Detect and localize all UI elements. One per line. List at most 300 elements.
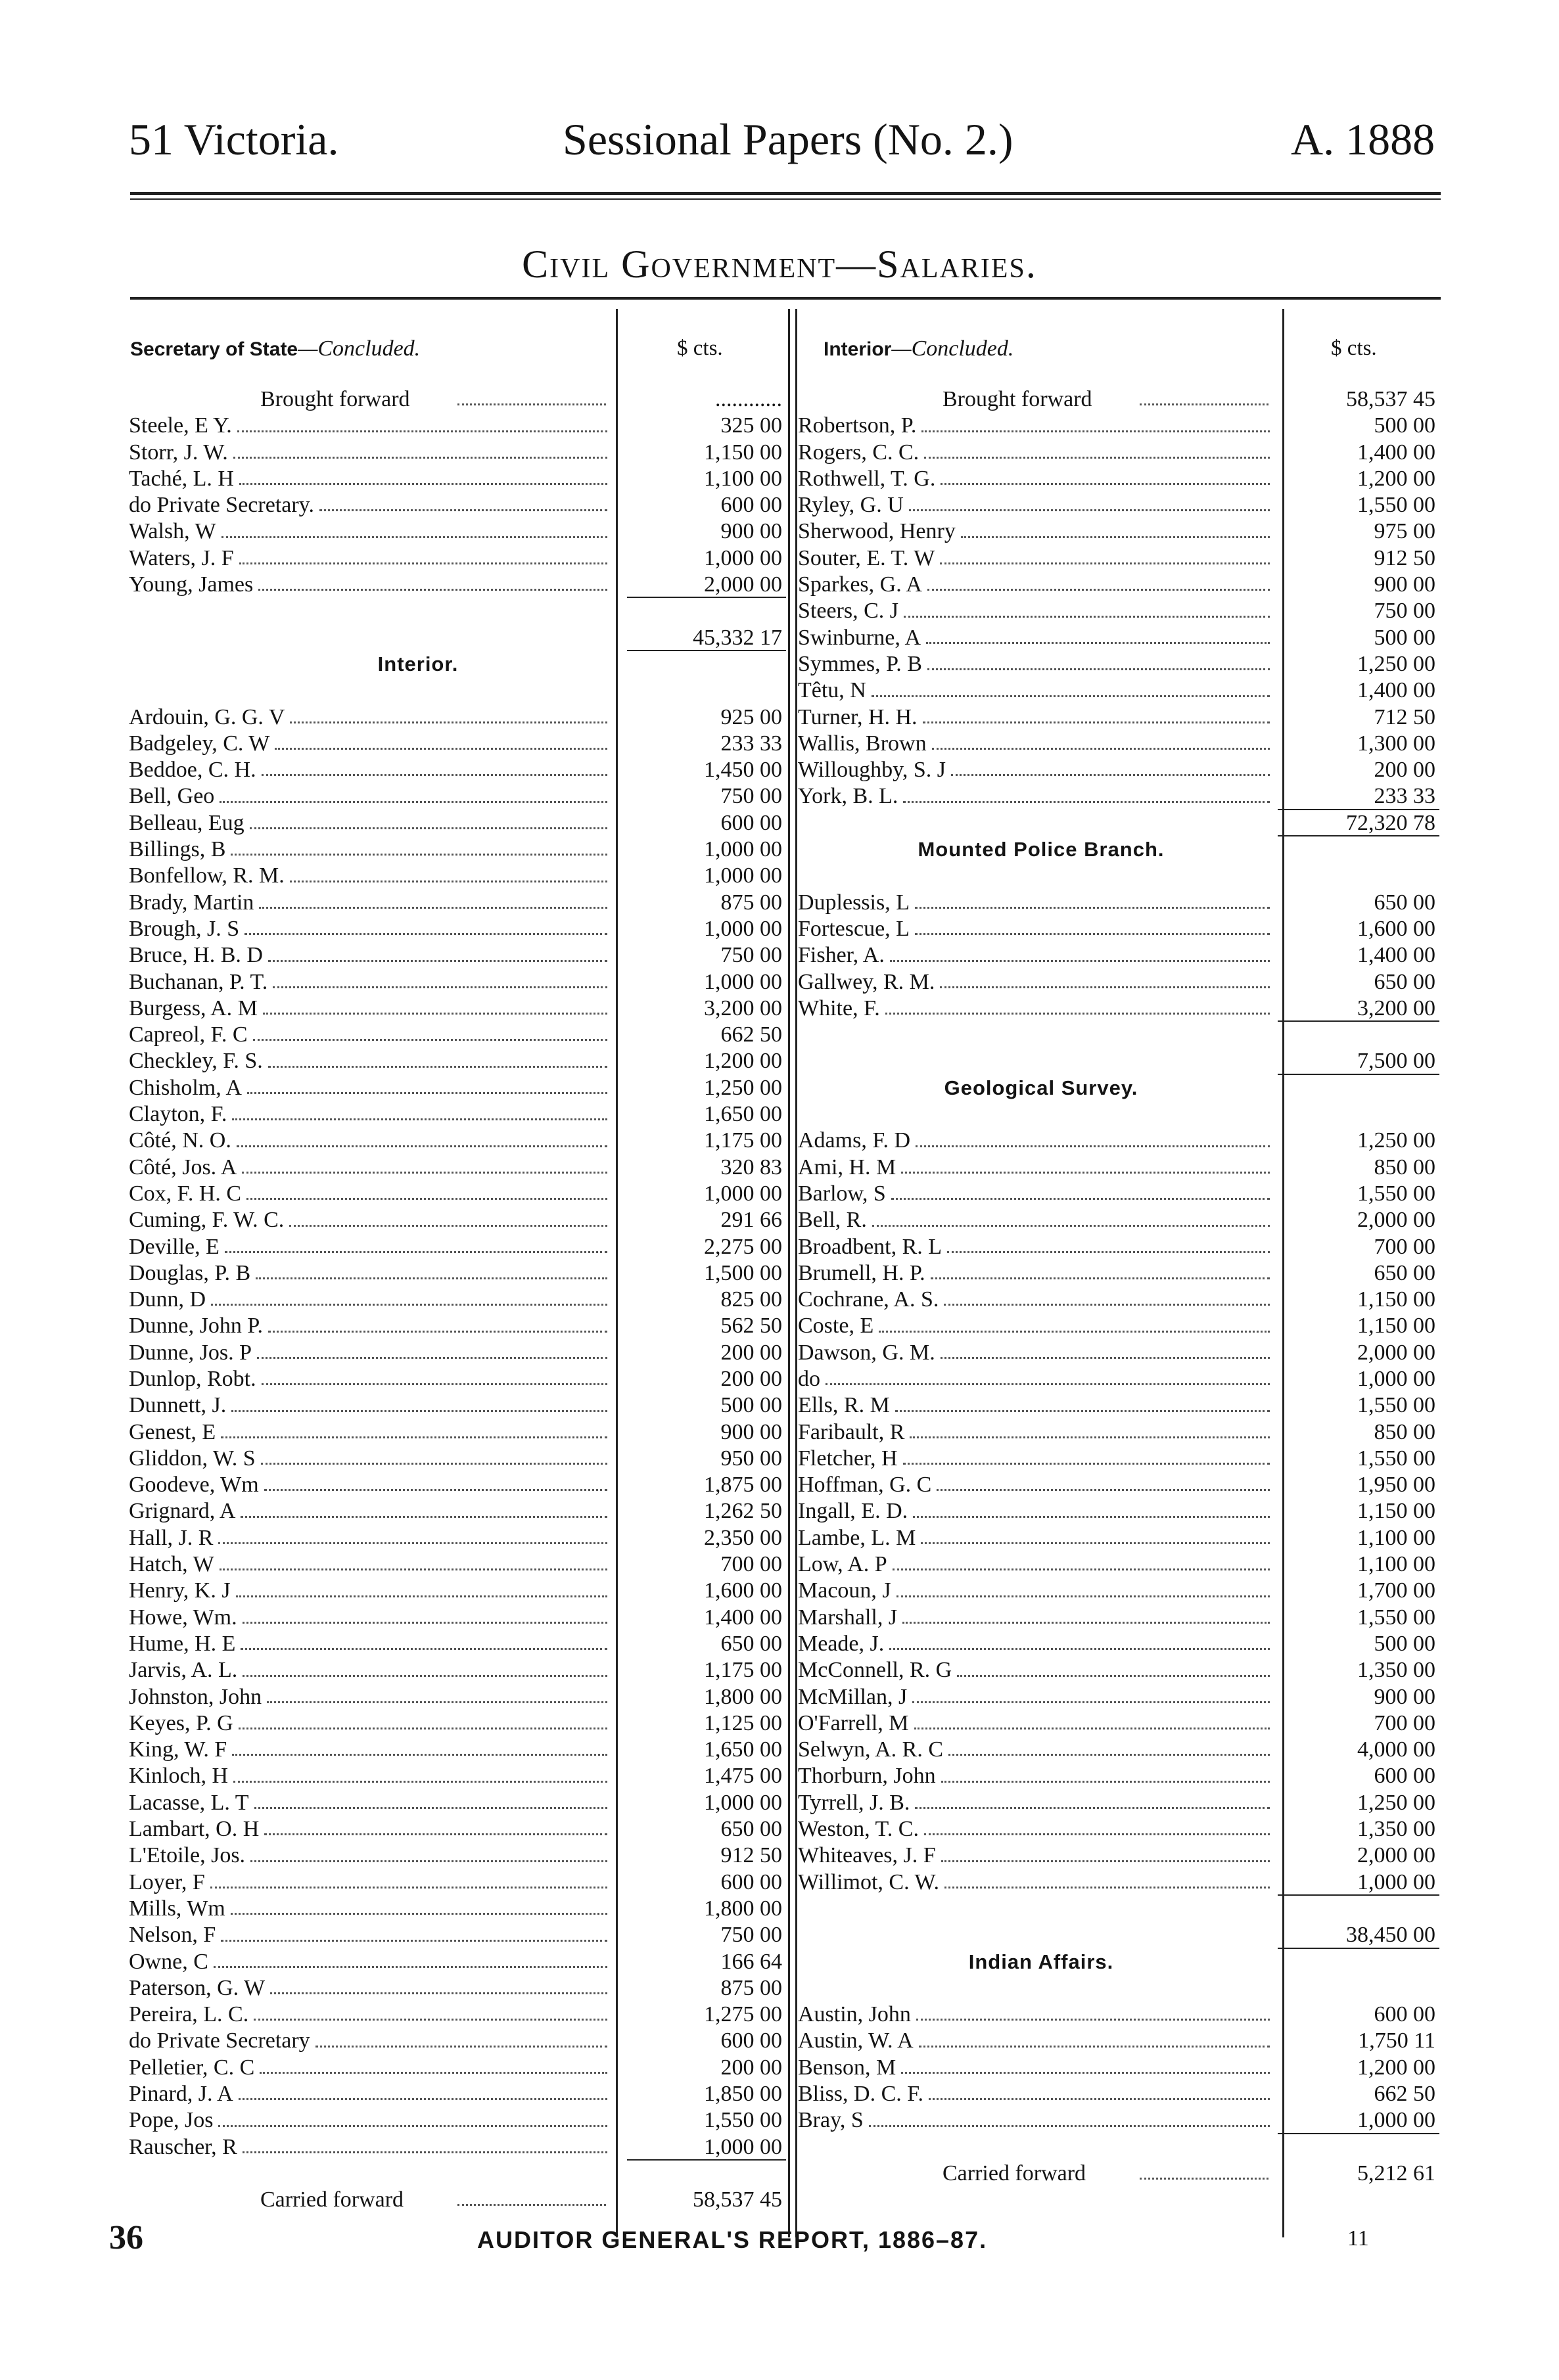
- section-heading: [798, 1075, 1439, 1101]
- table-row: [129, 1446, 789, 1472]
- table-row: [798, 1790, 1439, 1816]
- table-row: [798, 1710, 1439, 1737]
- payee-name: Brumell, H. P.: [798, 1260, 925, 1285]
- payee-name: Dunne, John P.: [129, 1314, 264, 1339]
- payee-name: Douglas, P. B: [129, 1260, 251, 1285]
- amount-cell: 1,550 00: [704, 2108, 782, 2133]
- table-row: [798, 2081, 1439, 2107]
- leader-dots: [253, 1039, 607, 1041]
- table-row: [129, 1340, 789, 1366]
- amount-cell: 1,150 00: [1357, 1287, 1435, 1312]
- payee-name: O'Farrell, M: [798, 1710, 909, 1735]
- table-row: [798, 598, 1439, 624]
- amount-cell: 1,400 00: [1357, 943, 1435, 968]
- payee-name: Gallwey, R. M.: [798, 969, 935, 994]
- table-row: [129, 1022, 789, 1048]
- amount-cell: 1,650 00: [704, 1102, 782, 1127]
- table-row: [129, 1869, 789, 1896]
- amount-cell: 166 64: [720, 1949, 782, 1974]
- payee-name: Loyer, F: [129, 1869, 205, 1894]
- amount-cell: 7,500 00: [1357, 1049, 1435, 1074]
- amount-cell: 200 00: [1374, 758, 1435, 783]
- payee-name: Hall, J. R: [129, 1525, 214, 1550]
- leader-dots: [891, 1198, 1270, 1200]
- leader-dots: [961, 536, 1270, 538]
- sheet-mark: 11: [1347, 2226, 1369, 2251]
- amount-cell: 1,175 00: [704, 1658, 782, 1683]
- forward-label: Brought forward: [942, 387, 1092, 411]
- payee-name: Lambart, O. H: [129, 1817, 260, 1842]
- table-row: [798, 1234, 1439, 1260]
- amount-cell: 1,450 00: [704, 758, 782, 783]
- right-money-header: $ cts.: [1331, 336, 1377, 360]
- table-row: [798, 757, 1439, 783]
- leader-dots: [941, 1860, 1270, 1862]
- table-row: [798, 1155, 1439, 1181]
- amount-cell: 1,275 00: [704, 2002, 782, 2027]
- leader-dots: [947, 1251, 1270, 1253]
- total-row: [798, 1922, 1439, 1948]
- table-row: [129, 1207, 789, 1233]
- left-column-rows: [129, 386, 789, 2213]
- table-row: [798, 518, 1439, 545]
- right-column-rows: [798, 386, 1439, 2187]
- amount-cell: 2,000 00: [704, 572, 782, 597]
- table-row: [798, 704, 1439, 731]
- spacer-row: [798, 2134, 1439, 2161]
- section-title: Interior.: [377, 652, 459, 675]
- payee-name: Dawson, G. M.: [798, 1340, 935, 1365]
- payee-name: Clayton, F.: [129, 1102, 227, 1127]
- payee-name: Fortescue, L: [798, 916, 910, 941]
- leader-dots: [910, 1436, 1270, 1438]
- leader-dots: [250, 1860, 607, 1862]
- table-row: [129, 1048, 789, 1074]
- leader-dots: [220, 1568, 607, 1570]
- leader-dots: [258, 589, 607, 591]
- table-row: [798, 677, 1439, 704]
- table-row: [129, 1181, 789, 1207]
- payee-name: Duplessis, L: [798, 890, 910, 915]
- payee-name: L'Etoile, Jos.: [129, 1843, 246, 1868]
- amount-cell: 850 00: [1374, 1155, 1435, 1179]
- table-row: [129, 1525, 789, 1551]
- payee-name: McMillan, J: [798, 1684, 908, 1709]
- amount-cell: 912 50: [720, 1843, 782, 1868]
- table-row: [129, 2028, 789, 2054]
- section-title: Indian Affairs.: [968, 1950, 1114, 1973]
- leader-dots: [263, 1013, 607, 1015]
- table-row: [129, 1578, 789, 1604]
- table-row: [798, 1260, 1439, 1287]
- payee-name: Wallis, Brown: [798, 731, 927, 756]
- amount-cell: 500 00: [720, 1393, 782, 1418]
- amount-cell: 1,250 00: [704, 1075, 782, 1100]
- payee-name: Pope, Jos: [129, 2108, 214, 2133]
- table-row: [798, 1631, 1439, 1657]
- payee-name: Storr, J. W.: [129, 440, 228, 465]
- leader-dots: [239, 483, 607, 485]
- leader-dots: [239, 2098, 607, 2100]
- amount-cell: 1,400 00: [1357, 678, 1435, 703]
- leader-dots: [885, 1013, 1270, 1015]
- amount-cell: 1,400 00: [1357, 440, 1435, 465]
- leader-dots: [901, 2072, 1270, 2074]
- leader-dots: [1140, 2178, 1268, 2180]
- page-header: [0, 113, 1559, 166]
- amount-cell: 1,125 00: [704, 1710, 782, 1735]
- leader-dots: [913, 1516, 1270, 1518]
- payee-name: Meade, J.: [798, 1631, 885, 1656]
- spacer-row: [129, 2161, 789, 2187]
- payee-name: Low, A. P: [798, 1552, 887, 1577]
- payee-name: Ells, R. M: [798, 1393, 890, 1418]
- leader-dots: [273, 986, 607, 988]
- table-row: [798, 1842, 1439, 1869]
- table-row: [129, 969, 789, 995]
- left-section-bold: Secretary of State: [130, 338, 298, 360]
- total-row: [798, 1048, 1439, 1074]
- amount-cell: 1,000 00: [704, 545, 782, 570]
- amount-cell: 45,332 17: [693, 625, 782, 650]
- leader-dots: [233, 457, 607, 459]
- leader-dots: [268, 1066, 607, 1068]
- leader-dots: [210, 1887, 607, 1888]
- payee-name: Brough, J. S: [129, 916, 240, 941]
- payee-name: Dunne, Jos. P: [129, 1340, 252, 1365]
- amount-cell: 200 00: [720, 2055, 782, 2080]
- leader-dots: [940, 986, 1270, 988]
- payee-name: Checkley, F. S.: [129, 1049, 263, 1074]
- leader-dots: [290, 881, 607, 882]
- amount-cell: 1,200 00: [704, 1049, 782, 1074]
- table-row: [129, 1155, 789, 1181]
- leader-dots: [275, 748, 607, 750]
- payee-name: Chisholm, A: [129, 1075, 242, 1100]
- table-row: [798, 413, 1439, 439]
- leader-dots: [264, 1489, 607, 1491]
- amount-cell: 1,800 00: [704, 1684, 782, 1709]
- divider-center-b: [795, 309, 797, 2237]
- payee-name: Hume, H. E: [129, 1631, 236, 1656]
- table-row: [129, 572, 789, 598]
- amount-cell: 900 00: [1374, 1684, 1435, 1709]
- payee-name: King, W. F: [129, 1737, 227, 1762]
- amount-cell: 600 00: [720, 1869, 782, 1894]
- forward-row: [798, 2161, 1439, 2187]
- amount-cell: 700 00: [1374, 1234, 1435, 1259]
- leader-dots: [895, 1410, 1270, 1412]
- leader-dots: [941, 483, 1270, 485]
- table-row: [129, 1710, 789, 1737]
- payee-name: Waters, J. F: [129, 545, 234, 570]
- table-row: [129, 1896, 789, 1922]
- leader-dots: [927, 668, 1270, 670]
- amount-cell: 950 00: [720, 1446, 782, 1471]
- amount-cell: 1,500 00: [704, 1260, 782, 1285]
- leader-dots: [221, 1940, 607, 1942]
- leader-dots: [257, 1357, 607, 1359]
- amount-cell: 3,200 00: [704, 995, 782, 1020]
- payee-name: Adams, F. D: [798, 1128, 911, 1153]
- payee-name: Benson, M: [798, 2055, 896, 2080]
- payee-name: Pereira, L. C.: [129, 2002, 249, 2027]
- amount-cell: 1,550 00: [1357, 1181, 1435, 1206]
- leader-dots: [872, 1225, 1270, 1227]
- amount-cell: 600 00: [1374, 2002, 1435, 2027]
- amount-cell: 3,200 00: [1357, 995, 1435, 1020]
- amount-cell: 72,320 78: [1346, 810, 1435, 835]
- payee-name: Têtu, N: [798, 678, 866, 703]
- amount-cell: 1,100 00: [1357, 1552, 1435, 1577]
- leader-dots: [903, 801, 1270, 803]
- payee-name: Austin, W. A: [798, 2028, 914, 2053]
- amount-cell: 1,000 00: [1357, 1869, 1435, 1894]
- amount-cell: 825 00: [720, 1287, 782, 1312]
- forward-label: Carried forward: [260, 2187, 404, 2212]
- payee-name: Thorburn, John: [798, 1764, 936, 1789]
- payee-name: Côté, N. O.: [129, 1128, 231, 1153]
- amount-cell: 291 66: [720, 1208, 782, 1233]
- amount-cell: 700 00: [1374, 1710, 1435, 1735]
- table-row: [798, 1392, 1439, 1419]
- payee-name: Mills, Wm: [129, 1896, 225, 1921]
- table-row: [129, 1551, 789, 1578]
- table-row: [798, 2028, 1439, 2054]
- table-row: [129, 1419, 789, 1446]
- leader-dots: [231, 1410, 607, 1412]
- amount-cell: 900 00: [720, 519, 782, 544]
- spacer-row: [798, 1975, 1439, 2002]
- amount-cell: 875 00: [720, 1975, 782, 2000]
- leader-dots: [937, 1489, 1270, 1491]
- amount-cell: 1,000 00: [1357, 1366, 1435, 1391]
- leader-dots: [924, 457, 1270, 459]
- payee-name: Kinloch, H: [129, 1764, 229, 1789]
- leader-dots: [243, 1622, 607, 1624]
- table-row: [129, 1816, 789, 1842]
- spacer-row: [129, 677, 789, 704]
- amount-cell: 650 00: [720, 1631, 782, 1656]
- table-row: [798, 969, 1439, 995]
- payee-name: Howe, Wm.: [129, 1605, 237, 1630]
- amount-cell: 325 00: [720, 413, 782, 438]
- amount-cell: 1,950 00: [1357, 1473, 1435, 1498]
- leader-dots: [932, 748, 1270, 750]
- amount-cell: 750 00: [720, 1923, 782, 1948]
- table-row: [798, 890, 1439, 916]
- amount-cell: 320 83: [720, 1155, 782, 1179]
- payee-name: Bruce, H. B. D: [129, 943, 263, 968]
- leader-dots: [232, 1754, 607, 1756]
- amount-cell: 1,750 11: [1358, 2028, 1435, 2053]
- table-row: [129, 545, 789, 572]
- amount-cell: 1,000 00: [704, 969, 782, 994]
- amount-cell: 650 00: [720, 1817, 782, 1842]
- leader-dots: [254, 1807, 607, 1809]
- amount-cell: 975 00: [1374, 519, 1435, 544]
- payee-name: Brady, Martin: [129, 890, 254, 915]
- amount-cell: 562 50: [720, 1314, 782, 1339]
- amount-cell: 58,537 45: [693, 2187, 782, 2212]
- payee-name: Johnston, John: [129, 1684, 262, 1709]
- section-title: Mounted Police Branch.: [918, 838, 1165, 861]
- payee-name: Weston, T. C.: [798, 1817, 919, 1842]
- amount-cell: 1,175 00: [704, 1128, 782, 1153]
- header-center: Sessional Papers (No. 2.): [563, 114, 1013, 164]
- right-section-heading: [824, 336, 1013, 361]
- leader-dots: [826, 1383, 1270, 1385]
- leader-dots: [262, 774, 607, 776]
- leader-dots: [243, 2151, 607, 2153]
- leader-dots: [221, 1436, 607, 1438]
- payee-name: Cox, F. H. C: [129, 1181, 242, 1206]
- table-row: [129, 466, 789, 492]
- leader-dots: [923, 721, 1270, 723]
- table-row: [798, 1578, 1439, 1604]
- table-row: [798, 731, 1439, 757]
- leader-dots: [944, 1304, 1270, 1306]
- leader-dots: [904, 616, 1270, 618]
- section-heading: [798, 1949, 1439, 1975]
- table-row: [129, 1260, 789, 1287]
- leader-dots: [290, 721, 607, 723]
- payee-name: Burgess, A. M: [129, 995, 258, 1020]
- payee-name: Pelletier, C. C: [129, 2055, 255, 2080]
- payee-name: Rogers, C. C.: [798, 440, 919, 465]
- table-row: [129, 1684, 789, 1710]
- spacer-row: [129, 598, 789, 624]
- amount-cell: 500 00: [1374, 1631, 1435, 1656]
- leader-dots: [239, 562, 607, 564]
- leader-dots: [250, 827, 607, 829]
- table-row: [129, 995, 789, 1022]
- leader-dots: [929, 2098, 1270, 2100]
- table-row: [129, 2002, 789, 2028]
- table-row: [798, 995, 1439, 1022]
- table-row: [129, 1657, 789, 1683]
- leader-dots: [237, 1145, 607, 1147]
- table-row: [129, 704, 789, 731]
- payee-name: Dunn, D: [129, 1287, 206, 1312]
- amount-cell: 200 00: [720, 1366, 782, 1391]
- leader-dots: [241, 1516, 607, 1518]
- table-row: [129, 413, 789, 439]
- payee-name: Lambe, L. M: [798, 1525, 916, 1550]
- table-row: [129, 1366, 789, 1392]
- leader-dots: [270, 1992, 607, 1994]
- table-row: [129, 1949, 789, 1975]
- table-row: [129, 942, 789, 969]
- left-money-header: $ cts.: [677, 336, 723, 360]
- payee-name: Paterson, G. W: [129, 1975, 266, 2000]
- amount-cell: 1,000 00: [704, 916, 782, 941]
- left-section-heading: [130, 336, 420, 361]
- payee-name: Coste, E: [798, 1314, 874, 1339]
- leader-dots: [902, 1622, 1270, 1624]
- table-row: [798, 1737, 1439, 1763]
- table-row: [798, 1181, 1439, 1207]
- payee-name: Young, James: [129, 572, 254, 597]
- leader-dots: [268, 960, 607, 962]
- table-row: [798, 440, 1439, 466]
- leader-dots: [256, 1277, 607, 1279]
- table-row: [129, 1287, 789, 1313]
- header-double-rule-thin: [130, 198, 1441, 200]
- leader-dots: [896, 1595, 1270, 1597]
- leader-dots: [914, 1728, 1270, 1729]
- table-row: [798, 1498, 1439, 1524]
- leader-dots: [901, 1172, 1270, 1174]
- table-row: [129, 492, 789, 518]
- payee-name: Whiteaves, J. F: [798, 1843, 936, 1868]
- report-title: AUDITOR GENERAL'S REPORT, 1886–87.: [477, 2226, 988, 2253]
- leader-dots: [912, 1701, 1270, 1703]
- leader-dots: [267, 1701, 607, 1703]
- payee-name: Buchanan, P. T.: [129, 969, 268, 994]
- table-row: [798, 916, 1439, 942]
- forward-label: Carried forward: [942, 2161, 1086, 2185]
- leader-dots: [221, 536, 607, 538]
- amount-cell: 2,350 00: [704, 1525, 782, 1550]
- amount-cell: 1,262 50: [704, 1499, 782, 1524]
- leader-dots: [869, 2125, 1270, 2127]
- amount-cell: 1,000 00: [704, 1790, 782, 1815]
- total-row: [129, 625, 789, 651]
- leader-dots: [236, 1595, 607, 1597]
- leader-dots: [940, 562, 1270, 564]
- amount-cell: 850 00: [1374, 1419, 1435, 1444]
- leader-dots: [915, 933, 1270, 935]
- amount-cell: 1,250 00: [1357, 651, 1435, 676]
- amount-cell: 1,150 00: [1357, 1314, 1435, 1339]
- payee-name: Rauscher, R: [129, 2134, 237, 2159]
- payee-name: Cochrane, A. S.: [798, 1287, 939, 1312]
- table-row: [129, 1737, 789, 1763]
- payee-name: Bell, Geo: [129, 784, 215, 809]
- table-row: [129, 836, 789, 863]
- leader-dots: [246, 1198, 607, 1200]
- payee-name: do Private Secretary: [129, 2028, 310, 2053]
- table-row: [129, 440, 789, 466]
- payee-name: Owne, C: [129, 1949, 208, 1974]
- amount-cell: 925 00: [720, 704, 782, 729]
- table-row: [129, 1842, 789, 1869]
- amount-cell: 750 00: [720, 784, 782, 809]
- leader-dots: [926, 642, 1270, 644]
- amount-cell: 1,200 00: [1357, 466, 1435, 491]
- payee-name: Rothwell, T. G.: [798, 466, 936, 491]
- table-row: [129, 1922, 789, 1948]
- leader-dots: [941, 1357, 1270, 1359]
- leader-dots: [931, 1277, 1270, 1279]
- amount-cell: 500 00: [1374, 413, 1435, 438]
- leader-dots: [457, 2204, 606, 2206]
- right-section-italic: —Concluded.: [891, 336, 1014, 361]
- table-row: [129, 757, 789, 783]
- table-row: [798, 1340, 1439, 1366]
- table-row: [129, 1605, 789, 1631]
- amount-cell: 1,800 00: [704, 1896, 782, 1921]
- right-section-bold: Interior: [824, 338, 892, 360]
- leader-dots: [211, 1304, 607, 1306]
- payee-name: Genest, E: [129, 1419, 216, 1444]
- table-row: [798, 492, 1439, 518]
- payee-name: Deville, E: [129, 1234, 220, 1259]
- total-row: [798, 810, 1439, 836]
- amount-cell: 500 00: [1374, 625, 1435, 650]
- leader-dots: [916, 2019, 1270, 2021]
